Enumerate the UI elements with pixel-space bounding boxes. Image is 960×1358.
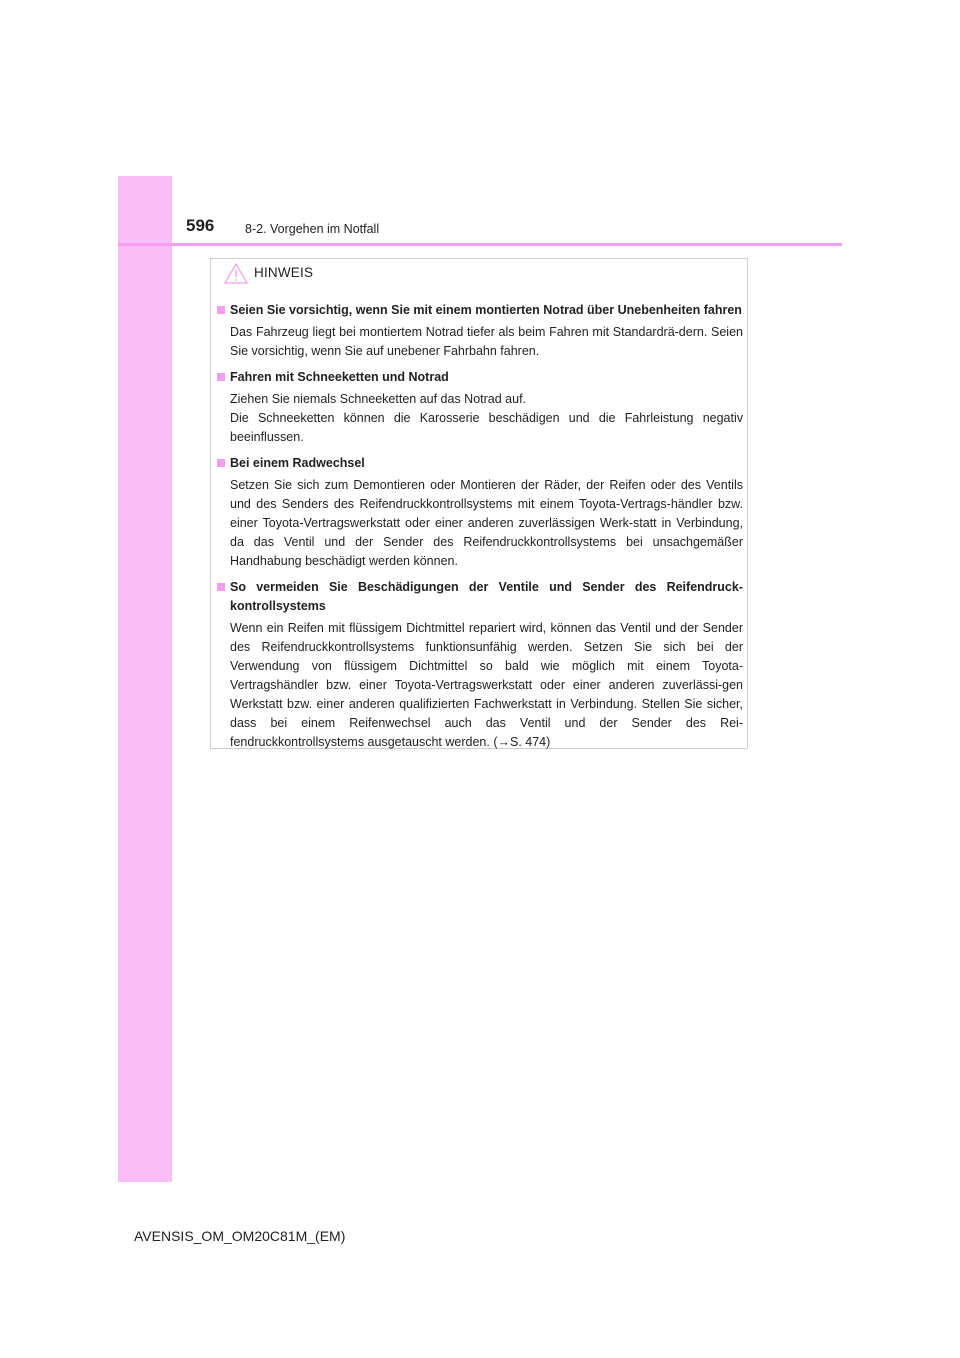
notice-header: [211, 259, 747, 287]
chapter-sidebar-tab: [118, 176, 172, 1182]
square-bullet-icon: [217, 583, 225, 591]
square-bullet-icon: [217, 459, 225, 467]
section-title: 8-2. Vorgehen im Notfall: [245, 222, 380, 236]
notice-item-heading: Fahren mit Schneeketten und Notrad: [217, 368, 743, 387]
notice-item-heading: Seien Sie vorsichtig, wenn Sie mit einem montierten Notrad über Unebenheiten fahren: [217, 301, 743, 320]
square-bullet-icon: [217, 373, 225, 381]
notice-box: [210, 258, 748, 749]
notice-item-heading: Bei einem Radwechsel: [217, 454, 743, 473]
notice-item-text: Ziehen Sie niemals Schneeketten auf das Notrad auf. Die Schneeketten können die Karosserie beschädigen und die Fahrleistung negativ beeinflussen.: [230, 392, 743, 444]
notice-item: [217, 454, 743, 571]
page-number: 596: [186, 216, 215, 235]
notice-item: [217, 368, 743, 447]
warning-triangle-icon: [224, 263, 248, 284]
square-bullet-icon: [217, 306, 225, 314]
notice-item-text: Setzen Sie sich zum Demontieren oder Montieren der Räder, der Reifen oder des Ventils und des Senders des Reifendruckkontrollsystems mit einem Toyota-Vertrags-händler bzw. einer Toyota-Vertragswerkstatt oder einer anderen zuverlässigen Werk-statt in Verbindung, da das Ventil und der Sender des Reifendruckkontrollsystems bei unsachgemäßer Handhabung beschädigt werden können.: [230, 478, 743, 568]
document-code: AVENSIS_OM_OM20C81M_(EM): [134, 1228, 346, 1244]
notice-item: [217, 578, 743, 752]
notice-item-text: Das Fahrzeug liegt bei montiertem Notrad tiefer als beim Fahren mit Standardrä-dern. Seien Sie vorsichtig, wenn Sie auf unebener Fahrbahn fahren.: [230, 325, 743, 358]
notice-title: HINWEIS: [254, 265, 314, 280]
notice-item-heading: So vermeiden Sie Beschädigungen der Ventile und Sender des Reifendruck-kontrollsystems: [217, 578, 743, 616]
notice-item-text: Wenn ein Reifen mit flüssigem Dichtmittel repariert wird, können das Ventil und der Sender des Reifendruckkontrollsystems funktionsunfähig werden. Setzen Sie sich bei der Verwendung von flüssigem Dichtmittel so bald wie möglich mit einem Toyota-Vertragshändler bzw. einer Toyota-Vertragswerkstatt oder einer anderen zuverlässi-gen Werkstatt bzw. einer anderen qualifizierten Fachwerkstatt in Verbindung. Stellen Sie sicher, dass bei einem Reifenwechsel auch das Ventil und der Sender des Rei-fendruckkontrollsystems ausgetauscht werden. (→S. 474): [230, 621, 743, 749]
header-rule: [118, 243, 842, 246]
notice-item: [217, 301, 743, 361]
notice-body: [217, 301, 743, 759]
